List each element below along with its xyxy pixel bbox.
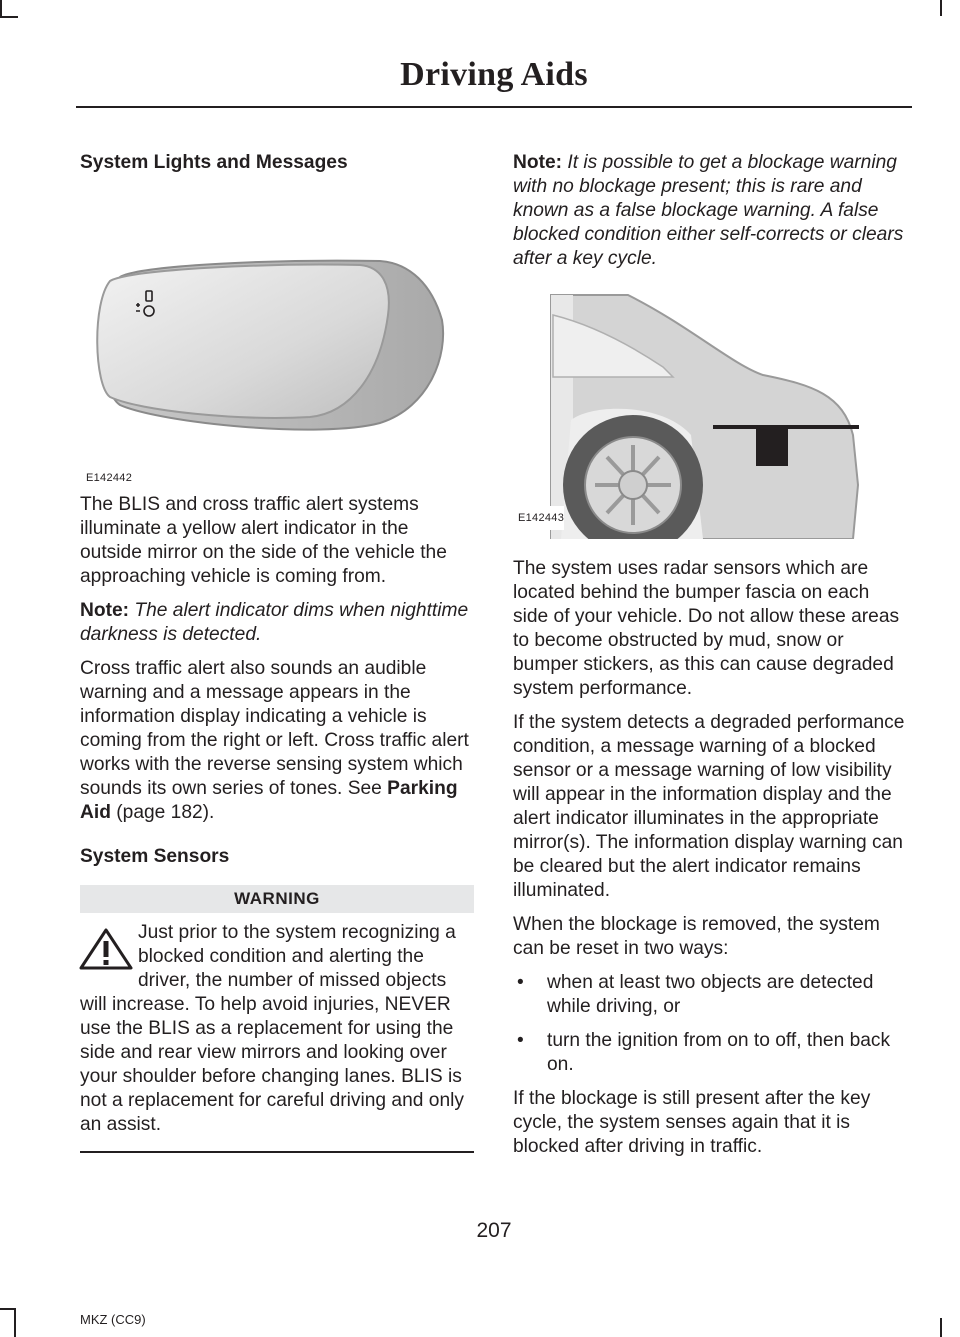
vehicle-rear-illustration	[513, 285, 908, 539]
crop-mark-bottom-right	[940, 1318, 942, 1337]
left-column	[80, 151, 474, 1153]
paragraph-reset-intro: When the blockage is removed, the system can be reset in two ways:	[513, 914, 880, 959]
mirror-illustration	[80, 185, 474, 475]
note-label: Note:	[513, 152, 563, 173]
note-text: The alert indicator dims when nighttime darkness is detected.	[80, 600, 469, 645]
warning-box	[80, 885, 474, 1153]
note-text: It is possible to get a blockage warning with no blockage present; this is rare and known as a false blockage warning. A false blocked condition either self-corrects or clears after a key cycle.	[513, 152, 904, 269]
crop-mark-top-right	[940, 0, 942, 16]
reset-methods-list	[513, 971, 908, 1077]
sensor-blockage-marker	[756, 428, 788, 466]
mirror-figure	[80, 185, 474, 484]
warning-text: Just prior to the system recognizing a blocked condition and alerting the driver, the number of missed objects will increase. To help avoid injuries, NEVER use the BLIS as a replacement for using the side and rear view mirrors and looking over your shoulder before changing lanes. BLIS is not a replacement for careful driving and only an assist.	[80, 922, 464, 1135]
paragraph-blis-indicator: The BLIS and cross traffic alert systems illuminate a yellow alert indicator in the outside mirror on the side of the vehicle the approaching vehicle is coming from.	[80, 494, 447, 587]
section-heading-sensors: System Sensors	[80, 846, 230, 867]
header-rule	[76, 106, 912, 108]
paragraph-cross-traffic	[80, 657, 474, 825]
section-heading-lights: System Lights and Messages	[80, 152, 348, 173]
bumper-sensor-figure	[513, 285, 908, 539]
crop-mark-bottom-left	[14, 1310, 16, 1337]
warning-title: WARNING	[80, 885, 474, 913]
paragraph-radar-sensors: The system uses radar sensors which are located behind the bumper fascia on each side of your vehicle. Do not allow these areas to become obstructed by mud, snow or bumper stickers, as this can cause degraded system performance.	[513, 558, 900, 699]
page-number: 207	[476, 1219, 512, 1242]
model-code: MKZ (CC9)	[80, 1312, 146, 1327]
warning-triangle-icon	[78, 927, 134, 971]
figure-code: E142443	[518, 506, 564, 530]
crop-mark-bottom-left-h	[0, 1308, 16, 1310]
note-false-blockage	[513, 151, 908, 271]
list-item	[513, 1029, 908, 1077]
note-label: Note:	[80, 600, 130, 621]
paragraph-text: Cross traffic alert also sounds an audible warning and a message appears in the information display indicating a vehicle is coming from the right or left. Cross traffic alert works with the reverse sensing system which sounds its own series of tones. See	[80, 658, 469, 799]
right-column	[513, 151, 908, 1169]
paragraph-degraded-performance: If the system detects a degraded performance condition, a message warning of a blocked sensor or a message warning of low visibility will appear in the information display and the alert indicator illuminates in the appropriate mirror(s). The information display warning can be cleared but the alert indicator remains illuminated.	[513, 712, 905, 901]
figure-code: E142442	[86, 472, 133, 484]
parking-aid-link[interactable]: Parking Aid	[80, 778, 458, 823]
crop-mark-top-left-h	[0, 16, 18, 18]
list-item-text: when at least two objects are detected while driving, or	[547, 972, 874, 1017]
list-item	[513, 971, 908, 1019]
note-alert-dim	[80, 599, 474, 647]
bullet-dot: •	[517, 1030, 524, 1051]
page-title: Driving Aids	[400, 56, 588, 93]
paragraph-still-present: If the blockage is still present after the key cycle, the system senses again that it is blocked after driving in traffic.	[513, 1088, 871, 1157]
page-reference: (page 182).	[110, 802, 215, 823]
warning-end-rule	[80, 1151, 474, 1153]
bullet-dot: •	[517, 972, 524, 993]
warning-body	[80, 921, 474, 1137]
list-item-text: turn the ignition from on to off, then back on.	[547, 1030, 891, 1075]
